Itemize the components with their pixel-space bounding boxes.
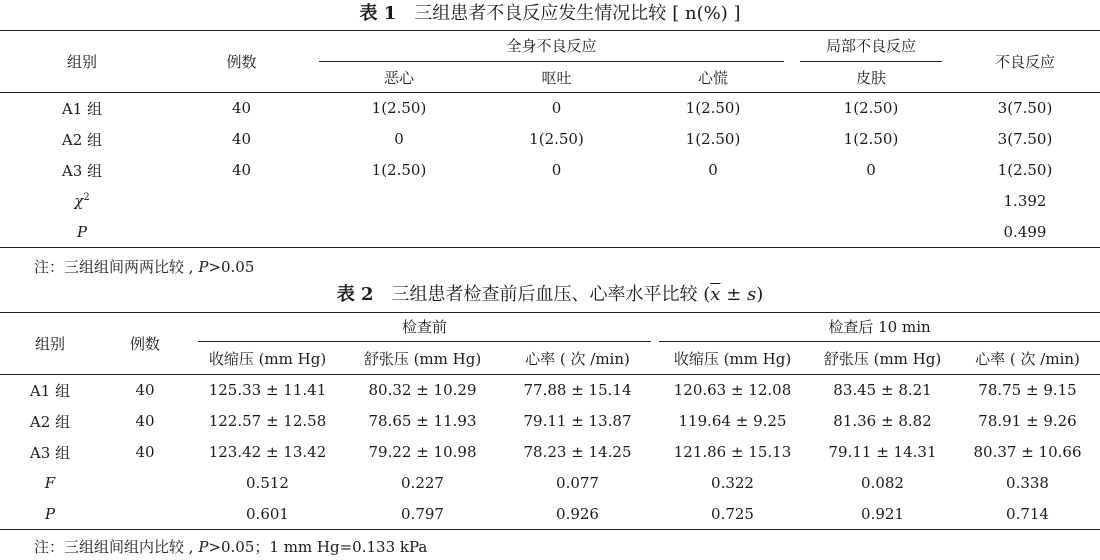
table2-header-cases: 例数 [100,313,190,375]
table2-header-b-hr: 心率 ( 次 /min) [500,343,655,375]
row-vomit: 0 [551,99,562,118]
table1-note-suffix: >0.05 [208,258,255,276]
table1-note-p: P [198,258,209,276]
row-after-sbp: 121.86 ± 15.13 [673,443,792,461]
table-row [0,437,1100,468]
table1-chi-empty [634,186,792,217]
table2-header-before-cell [190,313,655,343]
f-value: 0.338 [1006,474,1049,492]
chi-superscript: 2 [83,192,90,203]
row-after-dbp: 79.11 ± 14.31 [828,443,937,461]
table2-body [0,375,1100,468]
row-skin: 1(2.50) [843,130,899,148]
p-value: 0.725 [655,499,810,530]
row-after-sbp: 120.63 ± 12.08 [673,381,792,400]
table1-body [0,93,1100,186]
row-before-sbp: 122.57 ± 12.58 [208,412,327,430]
row-after-hr: 78.75 ± 9.15 [978,381,1077,400]
table1-header-total: 不良反应 [950,31,1100,93]
table2-p-row [0,499,1100,530]
row-cases: 40 [135,443,155,461]
row-before-dbp: 80.32 ± 10.29 [368,381,477,400]
row-after-dbp: 83.45 ± 8.21 [833,381,932,400]
table2-f-label [0,468,100,499]
row-before-dbp: 79.22 ± 10.98 [368,443,477,461]
row-group: A1 组 [61,99,103,118]
chi-symbol: χ [74,192,84,210]
row-group: A2 组 [61,130,103,149]
row-after-dbp: 81.36 ± 8.82 [833,412,932,430]
row-before-hr: 79.11 ± 13.87 [523,412,632,430]
f-value: 0.077 [556,474,599,492]
table2-header-a-sbp: 收缩压 (mm Hg) [655,343,810,375]
table1-note-prefix: 注：三组组间两两比较 , [34,258,194,276]
table-row [0,93,1100,124]
table2-header-after-cell [655,313,1100,343]
row-palpitation: 1(2.50) [685,130,741,148]
table1 [0,30,1100,248]
table1-caption-text: 三组患者不良反应发生情况比较 [414,3,667,24]
table1-p-empty [634,217,792,248]
p-value: 0.601 [190,499,345,530]
table1-header-local: 局部不良反应 [800,31,942,62]
table1-caption-label: 表 1 [359,3,397,24]
row-total: 3(7.50) [997,99,1053,118]
p-value: 0.797 [345,499,500,530]
row-total: 1(2.50) [997,161,1053,179]
row-nausea: 1(2.50) [371,99,427,118]
table2-p-empty [100,499,190,530]
f-value: 0.512 [246,474,289,492]
row-skin: 0 [866,161,876,179]
table1-p-empty [319,217,479,248]
p-value: 0.714 [955,499,1100,530]
row-before-sbp: 125.33 ± 11.41 [208,381,327,400]
row-after-sbp: 119.64 ± 9.25 [678,412,787,430]
table1-p-row [0,217,1100,248]
row-before-hr: 78.23 ± 14.25 [523,443,632,461]
table1-header-palp: 心慌 [634,63,792,93]
table2-note [34,537,427,557]
table1-caption [0,2,1100,26]
table1-chi-empty [164,186,319,217]
table1-p-empty [479,217,634,248]
table2 [0,312,1100,530]
table1-header-nausea: 恶心 [319,63,479,93]
row-after-hr: 78.91 ± 9.26 [978,412,1077,430]
table2-header-a-hr: 心率 ( 次 /min) [955,343,1100,375]
table1-header-systemic-cell [319,31,792,63]
row-cases: 40 [231,161,252,179]
table1-header-skin: 皮肤 [792,63,950,93]
p-value: 0.921 [810,499,955,530]
row-skin: 1(2.50) [843,99,899,118]
p-symbol: P [76,222,88,241]
row-cases: 40 [231,130,252,148]
table1-caption-unit: [ n(%) ] [672,3,741,24]
table-row [0,406,1100,437]
table1-chi-label [0,186,164,217]
table-row [0,124,1100,155]
row-group: A1 组 [29,381,71,400]
table1-header-cases: 例数 [164,31,319,93]
row-vomit: 0 [551,161,562,179]
table2-caption-text: 三组患者检查前后血压、心率水平比较 [391,284,698,305]
table2-note-p: P [198,538,209,556]
mean-pm-symbol: ± s [726,284,757,305]
table1-chi-empty [319,186,479,217]
table1-chi-row [0,186,1100,217]
table2-f-empty [100,468,190,499]
table1-header-group: 组别 [0,31,164,93]
table2-p-label [0,499,100,530]
table1-note [34,257,254,277]
table2-note-suffix: >0.05；1 mm Hg=0.133 kPa [208,538,428,556]
row-cases: 40 [135,381,155,400]
row-group: A3 组 [29,443,71,462]
table1-p-empty [164,217,319,248]
p-symbol: P [44,504,56,523]
table1-chi-value: 1.392 [1003,192,1047,210]
row-vomit: 1(2.50) [529,130,584,148]
table1-chi-empty [479,186,634,217]
table2-header-b-sbp: 收缩压 (mm Hg) [190,343,345,375]
table2-header-a-dbp: 舒张压 (mm Hg) [810,343,955,375]
table2-caption-label: 表 2 [336,284,374,305]
row-before-sbp: 123.42 ± 13.42 [208,443,327,461]
row-group: A3 组 [61,161,103,180]
table2-f-row [0,468,1100,499]
row-nausea: 0 [394,130,404,148]
row-cases: 40 [135,412,155,430]
f-value: 0.227 [401,474,444,492]
table2-header-after: 检查后 10 min [659,313,1100,342]
table2-header-before: 检查前 [198,313,651,342]
f-value: 0.322 [711,474,754,492]
table2-caption-stat: $(\overline{x} \pm s)$ [703,284,764,305]
row-after-hr: 80.37 ± 10.66 [973,443,1082,461]
mean-symbol: $\overline{x}$ [710,284,721,305]
table2-header-group: 组别 [0,313,100,375]
table1-p-value: 0.499 [950,217,1100,248]
row-palpitation: 1(2.50) [685,99,741,118]
table-row [0,375,1100,406]
table1-p-label [0,217,164,248]
table1-p-empty [792,217,950,248]
row-palpitation: 0 [708,161,718,179]
f-symbol: F [44,474,56,492]
table2-header-b-dbp: 舒张压 (mm Hg) [345,343,500,375]
row-total: 3(7.50) [997,130,1053,148]
row-before-dbp: 78.65 ± 11.93 [368,412,477,430]
table-row [0,155,1100,186]
f-value: 0.082 [861,474,904,492]
table1-chi-empty [792,186,950,217]
row-cases: 40 [231,99,252,118]
table1-header-local-cell [792,31,950,63]
table2-note-prefix: 注：三组组间组内比较 , [34,538,194,556]
p-value: 0.926 [500,499,655,530]
row-nausea: 1(2.50) [371,161,427,179]
row-group: A2 组 [29,412,71,431]
table2-caption [0,283,1100,307]
table1-header-vomit: 呕吐 [479,63,634,93]
table1-header-systemic: 全身不良反应 [319,31,784,62]
row-before-hr: 77.88 ± 15.14 [523,381,632,400]
